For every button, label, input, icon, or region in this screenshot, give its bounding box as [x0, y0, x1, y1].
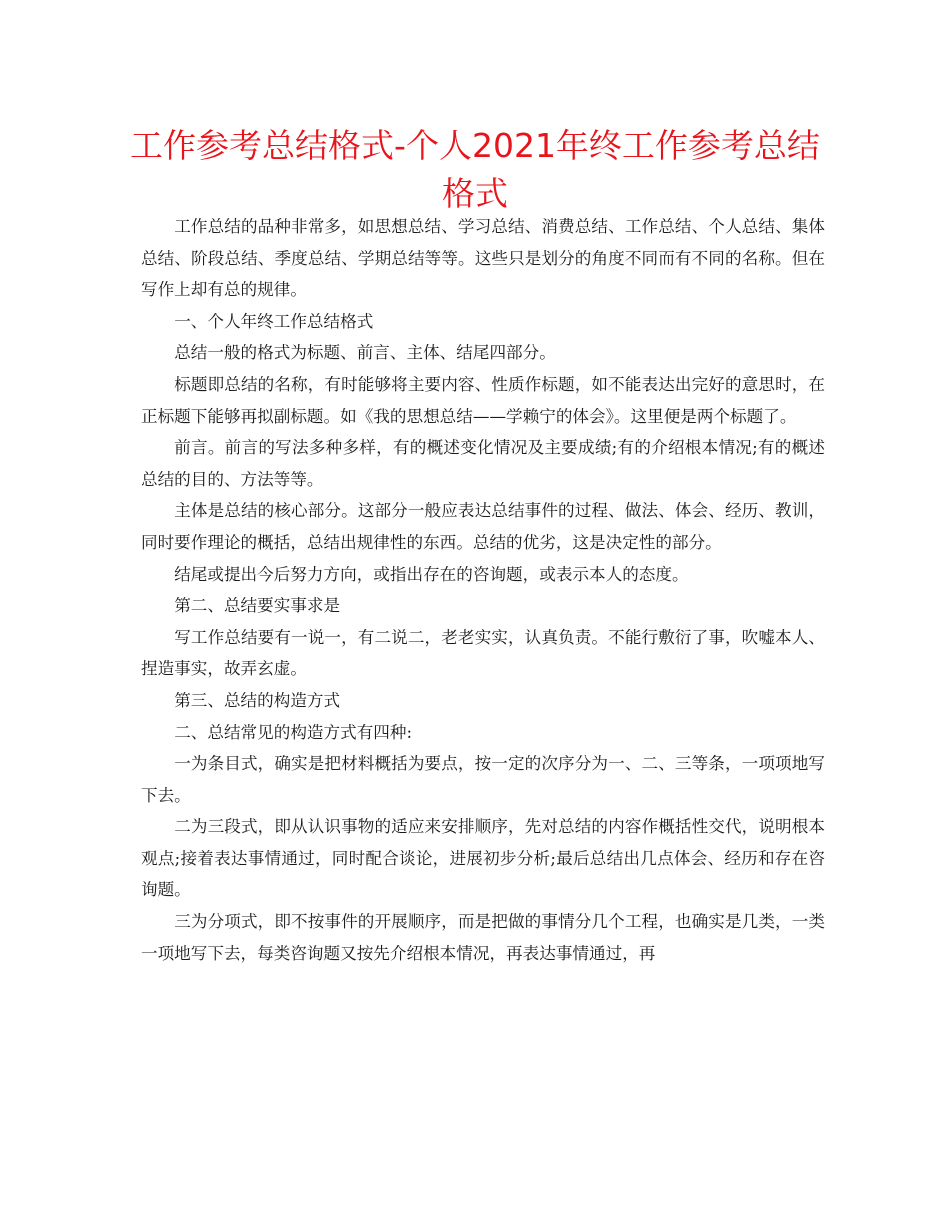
- paragraph-main-body: 主体是总结的核心部分。这部分一般应表达总结事件的过程、做法、体会、经历、教训，同时要作理论的概括，总结出规律性的东西。总结的优劣，这是决定性的部分。: [141, 501, 825, 552]
- paragraph-three-part: 二为三段式，即从认识事物的适应来安排顺序，先对总结的内容作概括性交代，说明根本观点;接着表达事情通过，同时配合谈论，进展初步分析;最后总结出几点体会、经历和存在咨询题。: [141, 817, 825, 900]
- paragraph-preface: 前言。前言的写法多种多样，有的概述变化情况及主要成绩;有的介绍根本情况;有的概述总结的目的、方法等等。: [141, 438, 825, 489]
- paragraph-ending: 结尾或提出今后努力方向，或指出存在的咨询题，或表示本人的态度。: [174, 564, 689, 584]
- paragraph-itemized: 一为条目式，确实是把材料概括为要点，按一定的次序分为一、二、三等条，一项项地写下去。: [141, 754, 825, 805]
- document-title: 工作参考总结格式-个人2021年终工作参考总结格式: [130, 126, 820, 213]
- paragraph-realistic: 写工作总结要有一说一，有二说二，老老实实，认真负责。不能行敷衍了事，吹嘘本人、捏造事实，故弄玄虚。: [141, 627, 825, 679]
- section-heading-format: 一、个人年终工作总结格式: [174, 311, 374, 331]
- section-heading-structure: 第三、总结的构造方式: [174, 690, 341, 710]
- paragraph-format-parts: 总结一般的格式为标题、前言、主体、结尾四部分。: [174, 343, 556, 363]
- section-heading-realistic: 第二、总结要实事求是: [174, 596, 341, 616]
- paragraph-title-explanation: 标题即总结的名称，有时能够将主要内容、性质作标题，如不能表达出完好的意思时，在正标题下能够再拟副标题。如《我的思想总结——学赖宁的体会》。这里便是两个标题了。: [141, 374, 825, 426]
- document-body: [141, 211, 825, 969]
- section-heading-four-structures: 二、总结常见的构造方式有四种:: [174, 722, 413, 742]
- paragraph-sectioned: 三为分项式，即不按事件的开展顺序，而是把做的事情分几个工程，也确实是几类，一类一项地写下去，每类咨询题又按先介绍根本情况，再表达事情通过，再: [141, 912, 825, 963]
- paragraph-intro: 工作总结的品种非常多，如思想总结、学习总结、消费总结、工作总结、个人总结、集体总结、阶段总结、季度总结、学期总结等等。这些只是划分的角度不同而有不同的名称。但在写作上却有总的规律。: [141, 217, 825, 300]
